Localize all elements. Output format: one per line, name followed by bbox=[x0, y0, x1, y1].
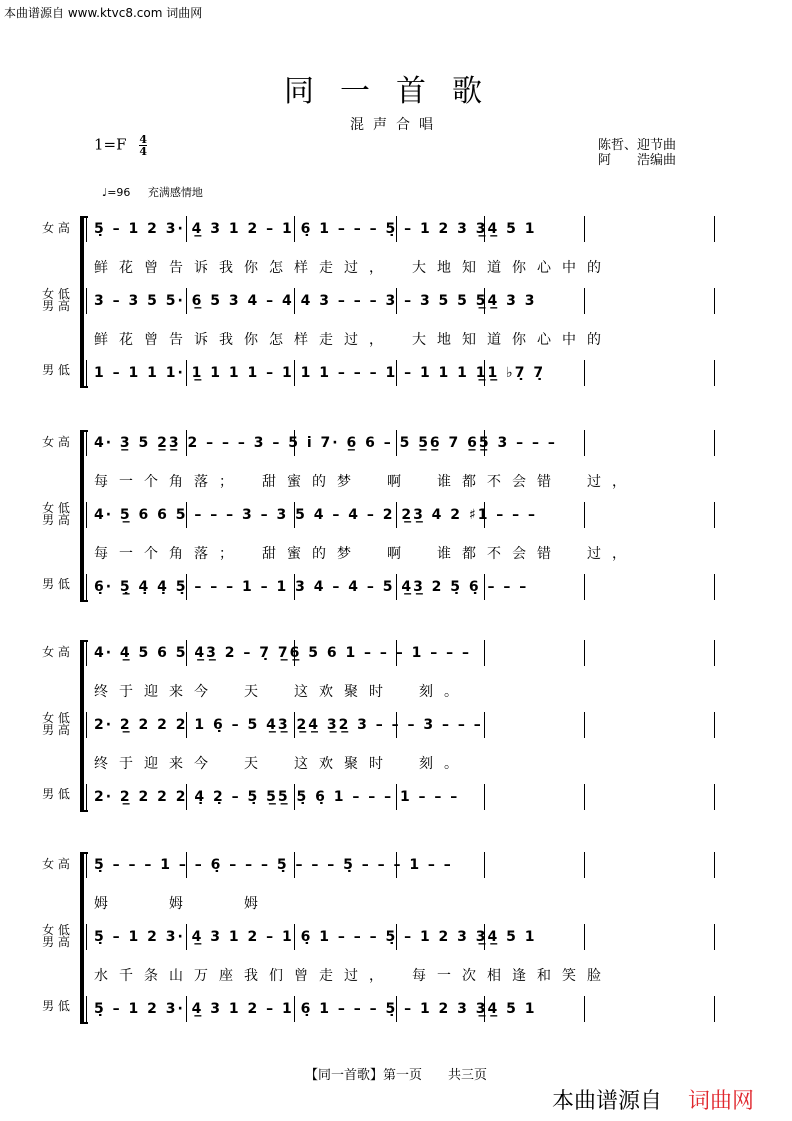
site-header: 本曲谱源自 www.ktvc8.com 词曲网 bbox=[4, 6, 203, 20]
barline bbox=[86, 502, 87, 528]
barline bbox=[714, 360, 715, 386]
time-denominator: 4 bbox=[139, 145, 147, 158]
voice-label: 女 低 bbox=[42, 923, 70, 937]
bass-notes: 6̣· 5̣̲ 4̣ 4̣ 5̣ – – – 1 – 1 3 4 – 4 – 5 4̲3̲ 2 5̣ 6̣ – – – bbox=[94, 579, 529, 595]
barline bbox=[86, 640, 87, 666]
lyrics-line: 鲜花曾告诉我你怎样走过， 大地知道你心中的 bbox=[94, 260, 612, 276]
arranger-line: 阿 浩编曲 bbox=[598, 153, 677, 168]
barline bbox=[86, 574, 87, 600]
soprano-notes: 5̣ – 1 2 3· 4̲ 3 1 2 – 1 6̣ 1 – – – 5̣ – 1 2 3 3̲4̲ 5 1 bbox=[94, 221, 537, 237]
system-bracket bbox=[80, 852, 84, 1024]
voice-label: 女 高 bbox=[42, 857, 70, 871]
barline bbox=[714, 288, 715, 314]
voice-label: 男 低 bbox=[42, 577, 70, 591]
page-footer: 【同一首歌】第一页 共三页 bbox=[304, 1068, 487, 1083]
time-numerator: 4 bbox=[139, 133, 147, 146]
barline bbox=[714, 216, 715, 242]
lyrics-line: 鲜花曾告诉我你怎样走过， 大地知道你心中的 bbox=[94, 332, 612, 348]
soprano-notes: 4· 4̲ 5 6 5 4̲3̲ 2 – 7̣ 7̲6̲ 5 6 1 – – – 1 – – – bbox=[94, 645, 472, 661]
watermark-left: 本曲谱源自 bbox=[552, 1089, 663, 1114]
barline bbox=[86, 360, 87, 386]
composer-credit bbox=[598, 138, 676, 168]
key-label: 1=F bbox=[94, 135, 127, 154]
voice-label: 女 低 bbox=[42, 711, 70, 725]
lyrics-line: 终于迎来今 天 这欢聚时 刻。 bbox=[94, 684, 469, 700]
system-bracket bbox=[80, 640, 84, 812]
lyrics-line: 终于迎来今 天 这欢聚时 刻。 bbox=[94, 756, 469, 772]
tempo-marking bbox=[102, 184, 203, 200]
voice-label: 男 低 bbox=[42, 363, 70, 377]
barline bbox=[714, 430, 715, 456]
barline bbox=[714, 502, 715, 528]
alto-notes: 5̣ – 1 2 3· 4̲ 3 1 2 – 1 6̣ 1 – – – 5̣ – 1 2 3 3̲4̲ 5 1 bbox=[94, 929, 537, 945]
barline bbox=[714, 574, 715, 600]
bass-notes: 2· 2̲ 2 2 2 4̣ 2̣ – 5̣ 5̲5̲ 5̣ 6̣ 1 – – – 1 – – – bbox=[94, 789, 460, 805]
voice-label: 女 低 bbox=[42, 501, 70, 515]
soprano-notes: 5̣ – – – 1 – – 6̣ – – – 5̣ – – – 5̣ – – – 1 – – bbox=[94, 857, 453, 873]
page-title: 同一首歌 bbox=[284, 74, 508, 109]
voice-label: 男 低 bbox=[42, 787, 70, 801]
watermark-right: 词曲网 bbox=[688, 1089, 755, 1114]
voice-label: 男 高 bbox=[42, 513, 70, 527]
bass-notes: 1 – 1 1 1· 1̲ 1 1 1 – 1 1 1 – – – 1 – 1 1 1 1̲1̲ ♭7̣ 7̣ bbox=[94, 365, 546, 381]
barline bbox=[86, 784, 87, 810]
composer-line: 陈哲、迎节曲 bbox=[598, 138, 677, 153]
key-signature bbox=[94, 134, 147, 157]
system-bracket bbox=[80, 216, 84, 388]
barline bbox=[714, 712, 715, 738]
barline bbox=[86, 852, 87, 878]
subtitle: 混声合唱 bbox=[350, 117, 442, 133]
bass-notes: 5̣ – 1 2 3· 4̲ 3 1 2 – 1 6̣ 1 – – – 5̣ – 1 2 3 3̲4̲ 5 1 bbox=[94, 1001, 537, 1017]
barline bbox=[714, 924, 715, 950]
voice-label: 女 高 bbox=[42, 221, 70, 235]
lyrics-line: 姆 姆 姆 bbox=[94, 896, 269, 912]
voice-label: 女 低 bbox=[42, 287, 70, 301]
barline bbox=[714, 852, 715, 878]
alto-notes: 4· 5̲ 6 6 5 – – – 3 – 3 5 4 – 4 – 2 2̲3̲ 4 2 ♯1 – – – bbox=[94, 507, 538, 523]
lyrics-line: 每一个角落； 甜蜜的梦 啊 谁都不会错 过， bbox=[94, 546, 637, 562]
voice-label: 男 低 bbox=[42, 999, 70, 1013]
voice-label: 女 高 bbox=[42, 645, 70, 659]
voice-label: 女 高 bbox=[42, 435, 70, 449]
barline bbox=[714, 640, 715, 666]
expression-mark: 充满感情地 bbox=[147, 186, 203, 199]
lyrics-line: 水千条山万座我们曾走过， 每一次相逢和笑脸 bbox=[94, 968, 612, 984]
time-signature bbox=[139, 134, 147, 157]
alto-notes: 2· 2̲ 2 2 2 1 6̣ – 5 4̲3̲ 2̲4̲ 3̲2̲ 3 – – – 3 – – – bbox=[94, 717, 483, 733]
barline bbox=[714, 996, 715, 1022]
barline bbox=[714, 784, 715, 810]
lyrics-line: 每一个角落； 甜蜜的梦 啊 谁都不会错 过， bbox=[94, 474, 637, 490]
barline bbox=[86, 712, 87, 738]
tempo-value: ♩=96 bbox=[102, 186, 131, 199]
voice-label: 男 高 bbox=[42, 299, 70, 313]
alto-notes: 3 – 3 5 5· 6̲ 5 3 4 – 4 4 3 – – – 3 – 3 5 5 5̲4̲ 3 3 bbox=[94, 293, 537, 309]
voice-label: 男 高 bbox=[42, 723, 70, 737]
soprano-notes: 4· 3̲ 5 2̲3̲ 2 – – – 3 – 5 i 7· 6̲ 6 – 5 5̲6̲ 7 6̲5̲ 3 – – – bbox=[94, 435, 557, 451]
barline bbox=[86, 288, 87, 314]
barline bbox=[86, 216, 87, 242]
barline bbox=[86, 430, 87, 456]
barline bbox=[86, 924, 87, 950]
barline bbox=[86, 996, 87, 1022]
voice-label: 男 高 bbox=[42, 935, 70, 949]
system-bracket bbox=[80, 430, 84, 602]
